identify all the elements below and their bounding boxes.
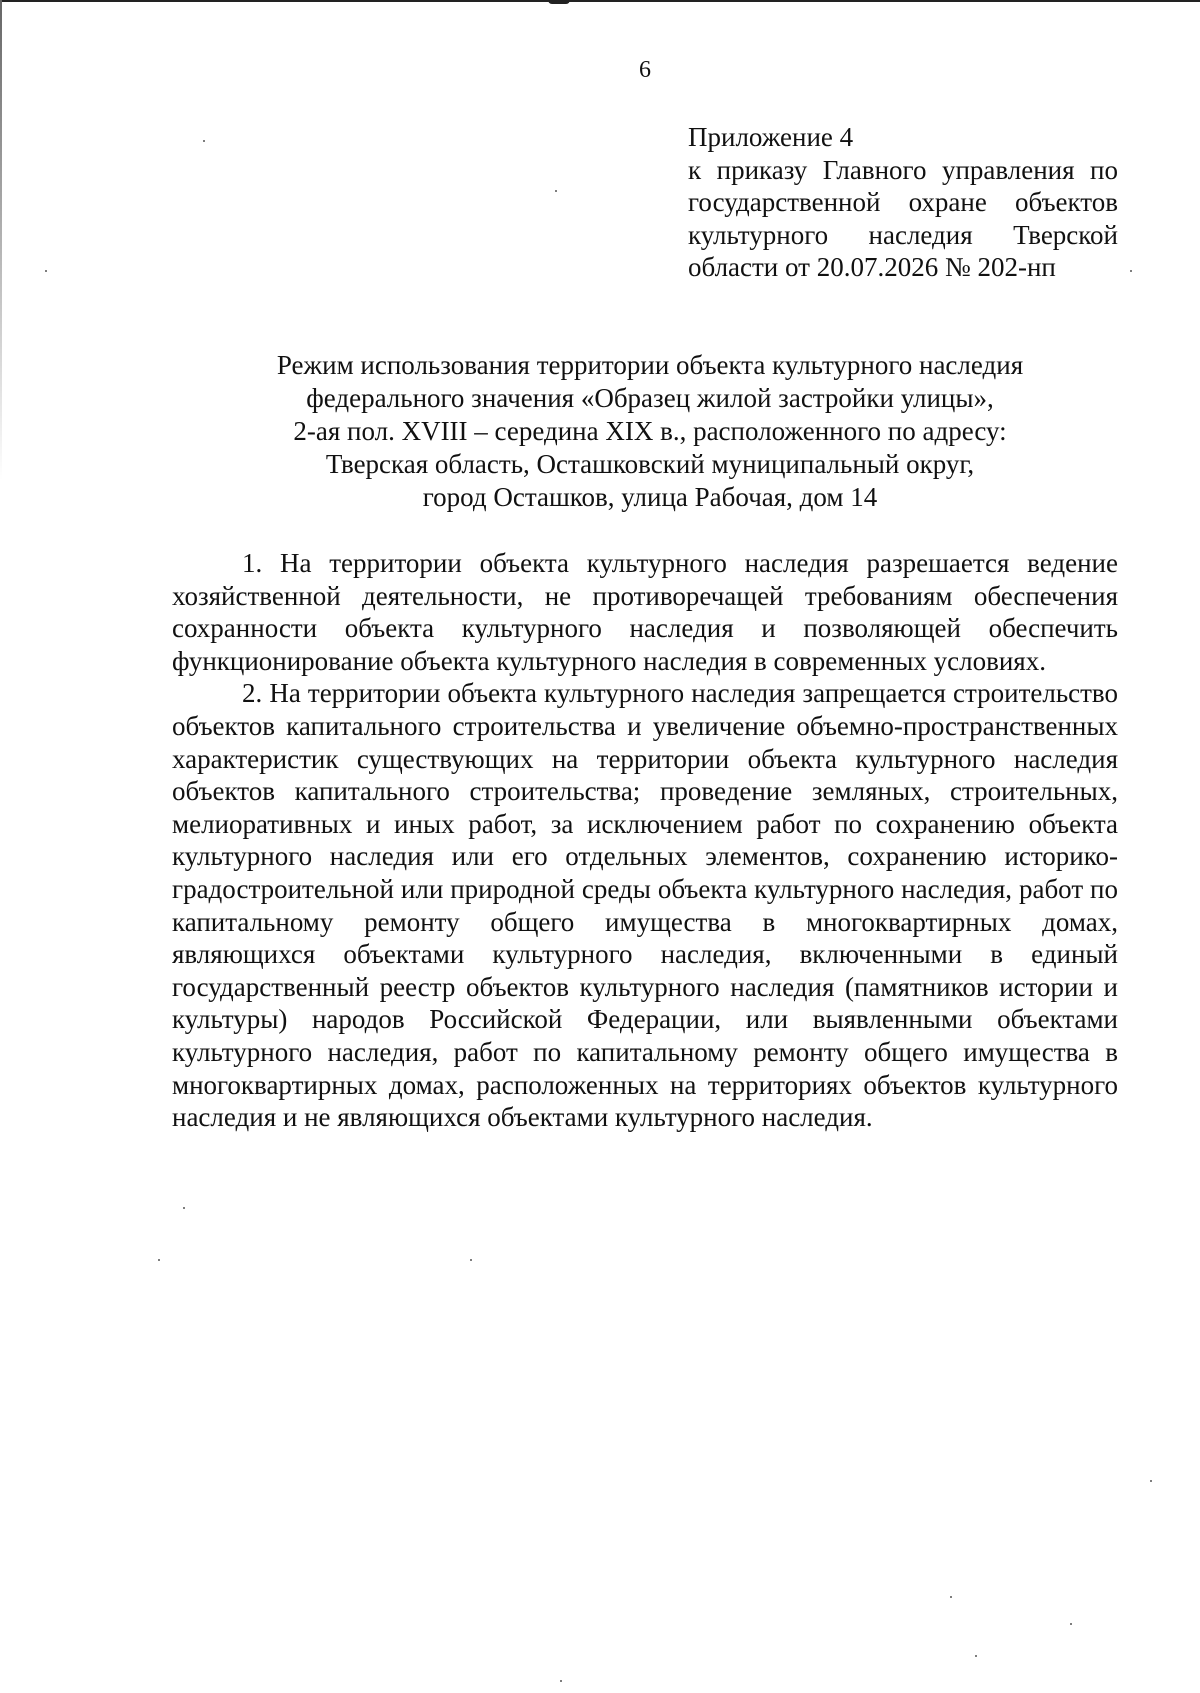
scan-speck xyxy=(1070,1623,1072,1625)
scan-speck xyxy=(555,190,557,192)
scan-edge-top xyxy=(0,0,1200,2)
appendix-line: к приказу Главного управления по xyxy=(688,154,1118,185)
scan-speck xyxy=(470,1259,472,1261)
heading-line: Режим использования территории объекта культурного наследия xyxy=(276,350,1024,380)
heading-line: федерального значения «Образец жилой застройки улицы», xyxy=(306,383,994,413)
heading-line: 2-ая пол. XVIII – середина XIX в., расположенного по адресу: xyxy=(293,416,1007,446)
appendix-title: Приложение 4 xyxy=(688,122,854,152)
scan-speck xyxy=(183,1207,185,1209)
appendix-block xyxy=(688,121,1118,284)
heading-line: Тверская область, Осташковский муниципальный округ, xyxy=(325,449,975,479)
scan-speck xyxy=(1150,1480,1152,1482)
heading-line: город Осташков, улица Рабочая, дом 14 xyxy=(422,482,878,512)
paragraph-2: 2. На территории объекта культурного наследия запрещается строительство объектов капитального строительства и увеличение объемно-пространственных характеристик существующих на территории объекта культурного наследия объектов капитального строительства; проведение земляных, строительных, мелиоративных и иных работ, за исключением работ по сохранению объекта культурного наследия или его отдельных элементов, сохранению историко-градостроительной или природной среды объекта культурного наследия, работ по капитальному ремонту общего имущества в многоквартирных домах, являющихся объектами культурного наследия, включенными в единый государственный реестр объектов культурного наследия (памятников истории и культуры) народов Российской Федерации, или выявленными объектами культурного наследия, работ по капитальному ремонту общего имущества в многоквартирных домах, расположенных на территориях объектов культурного наследия и не являющихся объектами культурного наследия. xyxy=(172,678,1118,1133)
appendix-line: культурного наследия Тверской xyxy=(688,219,1118,250)
appendix-line: государственной охране объектов xyxy=(688,187,1118,217)
appendix-line: области от 20.07.2026 № 202-нп xyxy=(688,252,1056,282)
document-body xyxy=(172,547,1118,1134)
page-number: 6 xyxy=(639,57,651,83)
paragraph-1: 1. На территории объекта культурного наследия разрешается ведение хозяйственной деятельности, не противоречащей требованиям обеспечения сохранности объекта культурного наследия и позволяющей обеспечить функционирование объекта культурного наследия в современных условиях. xyxy=(172,548,1118,676)
scan-speck xyxy=(158,1259,160,1261)
document-heading xyxy=(170,349,1130,514)
scan-speck xyxy=(203,140,205,142)
scan-speck xyxy=(45,270,47,272)
scan-speck xyxy=(560,1680,562,1682)
scan-speck xyxy=(975,1655,977,1657)
scan-notch xyxy=(548,0,570,4)
scan-speck xyxy=(1130,270,1132,272)
scan-speck xyxy=(950,1596,952,1598)
